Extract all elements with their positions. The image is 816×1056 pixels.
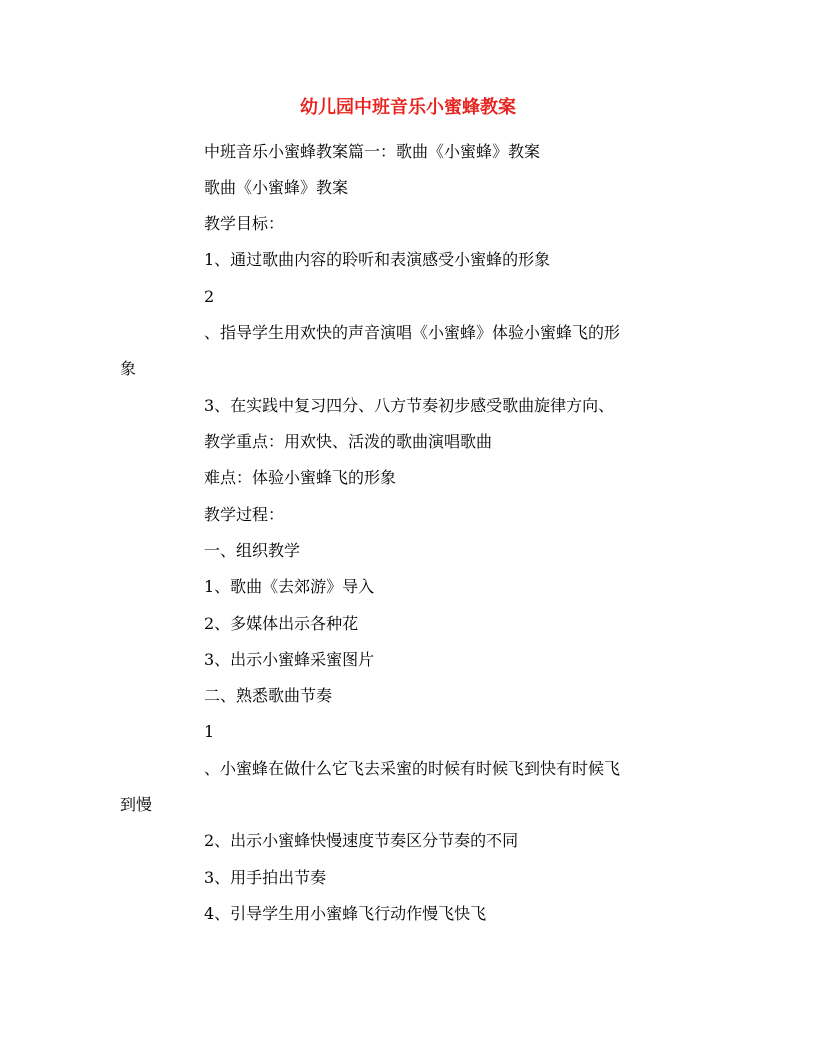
text-line: 3、用手拍出节奏 xyxy=(204,868,327,887)
text-line: 教学过程： xyxy=(204,505,285,524)
text-line: 教学重点：用欢快、活泼的歌曲演唱歌曲 xyxy=(204,432,493,451)
text-line: 2、多媒体出示各种花 xyxy=(204,614,359,633)
text-line: 3、在实践中复习四分、八方节奏初步感受歌曲旋律方向、 xyxy=(204,396,615,415)
text-line: 1、歌曲《去郊游》导入 xyxy=(204,577,375,596)
text-line: 3、出示小蜜蜂采蜜图片 xyxy=(204,650,375,669)
text-line: 1 xyxy=(204,722,215,741)
text-line: 难点：体验小蜜蜂飞的形象 xyxy=(204,468,397,487)
text-line: 2、出示小蜜蜂快慢速度节奏区分节奏的不同 xyxy=(204,831,519,850)
text-line: 象 xyxy=(120,359,137,378)
text-line: 2 xyxy=(204,287,215,306)
text-line: 1、通过歌曲内容的聆听和表演感受小蜜蜂的形象 xyxy=(204,250,551,269)
text-line: 4、引导学生用小蜜蜂飞行动作慢飞快飞 xyxy=(204,904,487,923)
text-line: 、小蜜蜂在做什么它飞去采蜜的时候有时候飞到快有时候飞 xyxy=(204,759,621,778)
text-line: 二、熟悉歌曲节奏 xyxy=(204,686,333,705)
text-line: 中班音乐小蜜蜂教案篇一：歌曲《小蜜蜂》教案 xyxy=(204,142,541,161)
text-line: 歌曲《小蜜蜂》教案 xyxy=(204,178,349,197)
text-line: 到慢 xyxy=(120,795,153,814)
text-line: 、指导学生用欢快的声音演唱《小蜜蜂》体验小蜜蜂飞的形 xyxy=(204,323,621,342)
text-line: 教学目标： xyxy=(204,214,285,233)
text-line: 一、组织教学 xyxy=(204,541,301,560)
document-title: 幼儿园中班音乐小蜜蜂教案 xyxy=(300,97,516,118)
